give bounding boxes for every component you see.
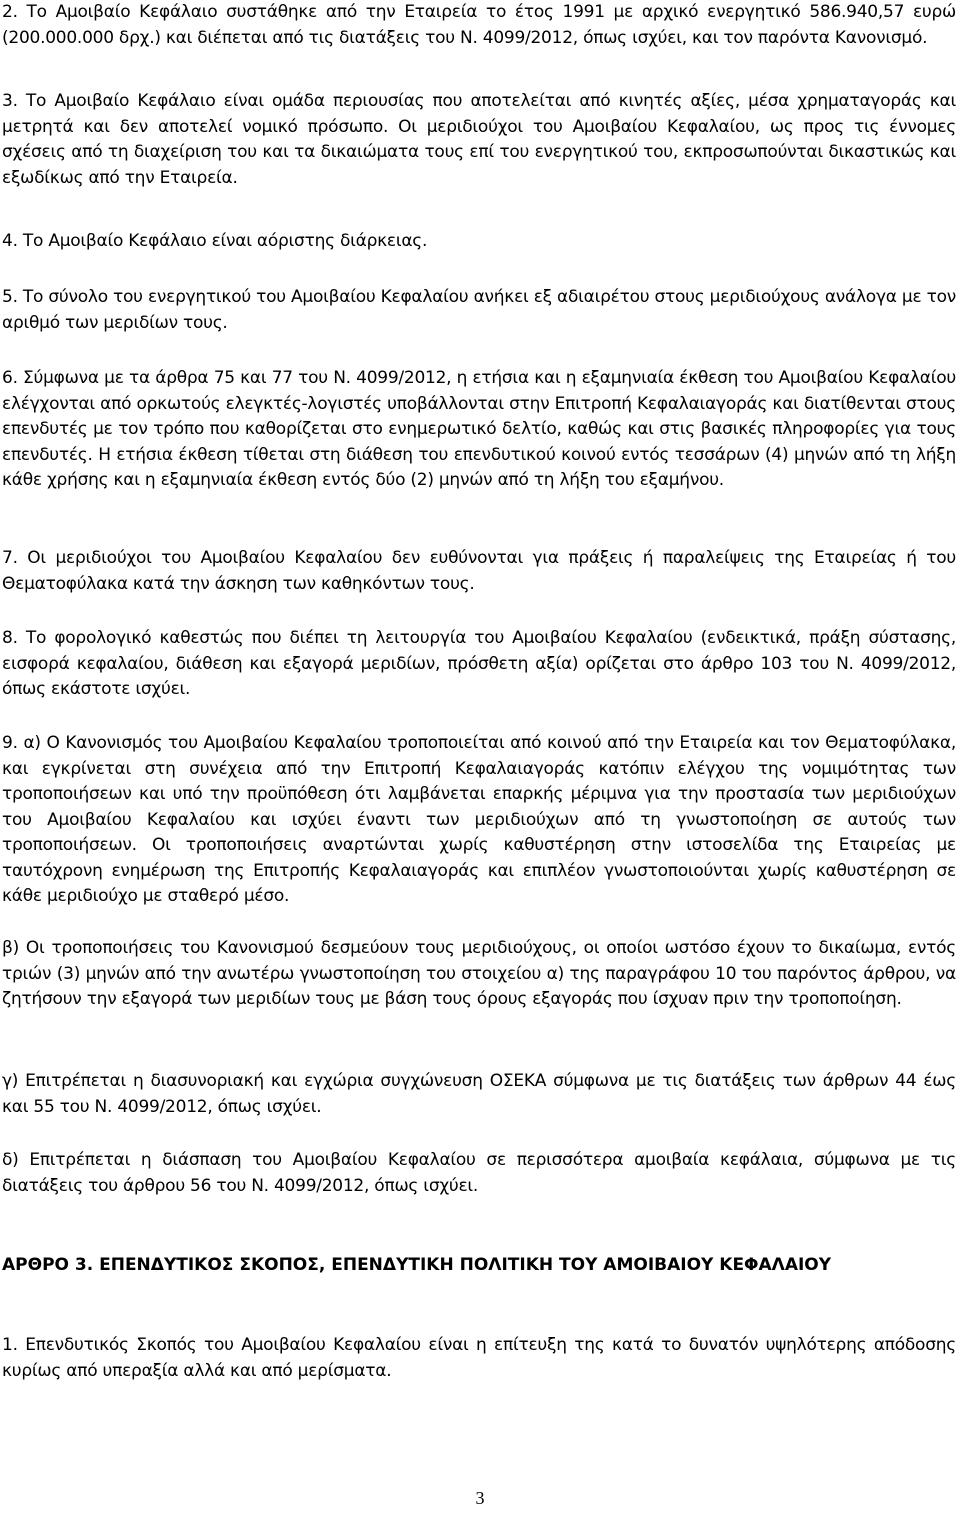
paragraph-9b: β) Οι τροποποιήσεις του Κανονισμού δεσμεύουν τους μεριδιούχους, οι οποίοι ωστόσο έχουν το δικαίωμα, εντός τριών (3) μηνών από την ανωτέρω γνωστοποίηση του στοιχείου α) της παραγράφου 10 του παρόντος άρθρου, να ζητήσουν την εξαγορά των μεριδίων τους με βάση τους όρους εξαγοράς που ίσχυαν πριν την τροποποίηση.	[2, 938, 956, 1009]
paragraph-7: 7. Οι μεριδιούχοι του Αμοιβαίου Κεφαλαίου δεν ευθύνονται για πράξεις ή παραλείψεις της Εταιρείας ή του Θεματοφύλακα κατά την άσκηση των καθηκόντων τους.	[2, 548, 956, 594]
paragraph-9a: 9. α) Ο Κανονισμός του Αμοιβαίου Κεφαλαίου τροποποιείται από κοινού από την Εταιρεία και τον Θεματοφύλακα, και εγκρίνεται στη συνέχεια από την Επιτροπή Κεφαλαιαγοράς κατόπιν ελέγχου της νομιμότητας των τροποποιήσεων και υπό την προϋπόθεση ότι λαμβάνεται επαρκής μέριμνα για την προστασία των μεριδιούχων του Αμοιβαίου Κεφαλαίου και ισχύει έναντι των μεριδιούχων από τη γνωστοποίηση σε αυτούς των τροποποιήσεων. Οι τροποποιήσεις αναρτώνται χωρίς καθυστέρηση στην ιστοσελίδα της Εταιρείας με ταυτόχρονη ενημέρωση της Επιτροπής Κεφαλαιαγοράς και επιπλέον γνωστοποιούνται χωρίς καθυστέρηση σε κάθε μεριδιούχο με σταθερό μέσο.	[2, 733, 956, 906]
paragraph-5: 5. Το σύνολο του ενεργητικού του Αμοιβαίου Κεφαλαίου ανήκει εξ αδιαιρέτου στους μεριδιούχους ανάλογα με τον αριθμό των μεριδίων τους.	[2, 287, 956, 333]
paragraph-2: 2. Το Αμοιβαίο Κεφάλαιο συστάθηκε από την Εταιρεία το έτος 1991 με αρχικό ενεργητικό 586.940,57 ευρώ (200.000.000 δρχ.) και διέπεται από τις διατάξεις του Ν. 4099/2012, όπως ισχύει, και τον παρόντα Κανονισμό.	[2, 2, 956, 48]
paragraph-8: 8. Το φορολογικό καθεστώς που διέπει τη λειτουργία του Αμοιβαίου Κεφαλαίου (ενδεικτικά, πράξη σύστασης, εισφορά κεφαλαίου, διάθεση και εξαγορά μεριδίων, πρόσθετη αξία) ορίζεται στο άρθρο 103 του Ν. 4099/2012, όπως εκάστοτε ισχύει.	[2, 628, 956, 699]
paragraph-4: 4. Το Αμοιβαίο Κεφάλαιο είναι αόριστης διάρκειας.	[2, 231, 428, 251]
article-heading: ΑΡΘΡΟ 3. ΕΠΕΝΔΥΤΙΚΟΣ ΣΚΟΠΟΣ, ΕΠΕΝΔΥΤΙΚΗ ΠΟΛΙΤΙΚΗ ΤΟΥ ΑΜΟΙΒΑΙΟΥ ΚΕΦΑΛΑΙΟΥ	[2, 1255, 832, 1275]
paragraph-6: 6. Σύμφωνα με τα άρθρα 75 και 77 του Ν. 4099/2012, η ετήσια και η εξαμηνιαία έκθεση του Αμοιβαίου Κεφαλαίου ελέγχονται από ορκωτούς ελεγκτές-λογιστές υποβάλλονται στην Επιτροπή Κεφαλαιαγοράς και διατίθενται στους επενδυτές με τον τρόπο που καθορίζεται στο ενημερωτικό δελτίο, καθώς και στις βασικές πληροφορίες για τους επενδυτές. Η ετήσια έκθεση τίθεται στη διάθεση του επενδυτικού κοινού εντός τεσσάρων (4) μηνών από τη λήξη κάθε χρήσης και η εξαμηνιαία έκθεση εντός δύο (2) μηνών από τη λήξη του εξαμήνου.	[2, 368, 956, 490]
page-number: 3	[475, 1488, 485, 1508]
paragraph-9d: δ) Επιτρέπεται η διάσπαση του Αμοιβαίου Κεφαλαίου σε περισσότερα αμοιβαία κεφάλαια, σύμφωνα με τις διατάξεις του άρθρου 56 του Ν. 4099/2012, όπως ισχύει.	[2, 1150, 956, 1196]
paragraph-9c: γ) Επιτρέπεται η διασυνοριακή και εγχώρια συγχώνευση ΟΣΕΚΑ σύμφωνα με τις διατάξεις των άρθρων 44 έως και 55 του Ν. 4099/2012, όπως ισχύει.	[2, 1071, 956, 1117]
article-paragraph-1: 1. Επενδυτικός Σκοπός του Αμοιβαίου Κεφαλαίου είναι η επίτευξη της κατά το δυνατόν υψηλότερης απόδοσης κυρίως από υπεραξία αλλά και από μερίσματα.	[2, 1335, 956, 1381]
paragraph-3: 3. Το Αμοιβαίο Κεφάλαιο είναι ομάδα περιουσίας που αποτελείται από κινητές αξίες, μέσα χρηματαγοράς και μετρητά και δεν αποτελεί νομικό πρόσωπο. Οι μεριδιούχοι του Αμοιβαίου Κεφαλαίου, ως προς τις έννομες σχέσεις από τη διαχείριση του και τα δικαιώματα τους επί του ενεργητικού του, εκπροσωπούνται δικαστικώς και εξωδίκως από την Εταιρεία.	[2, 91, 956, 188]
